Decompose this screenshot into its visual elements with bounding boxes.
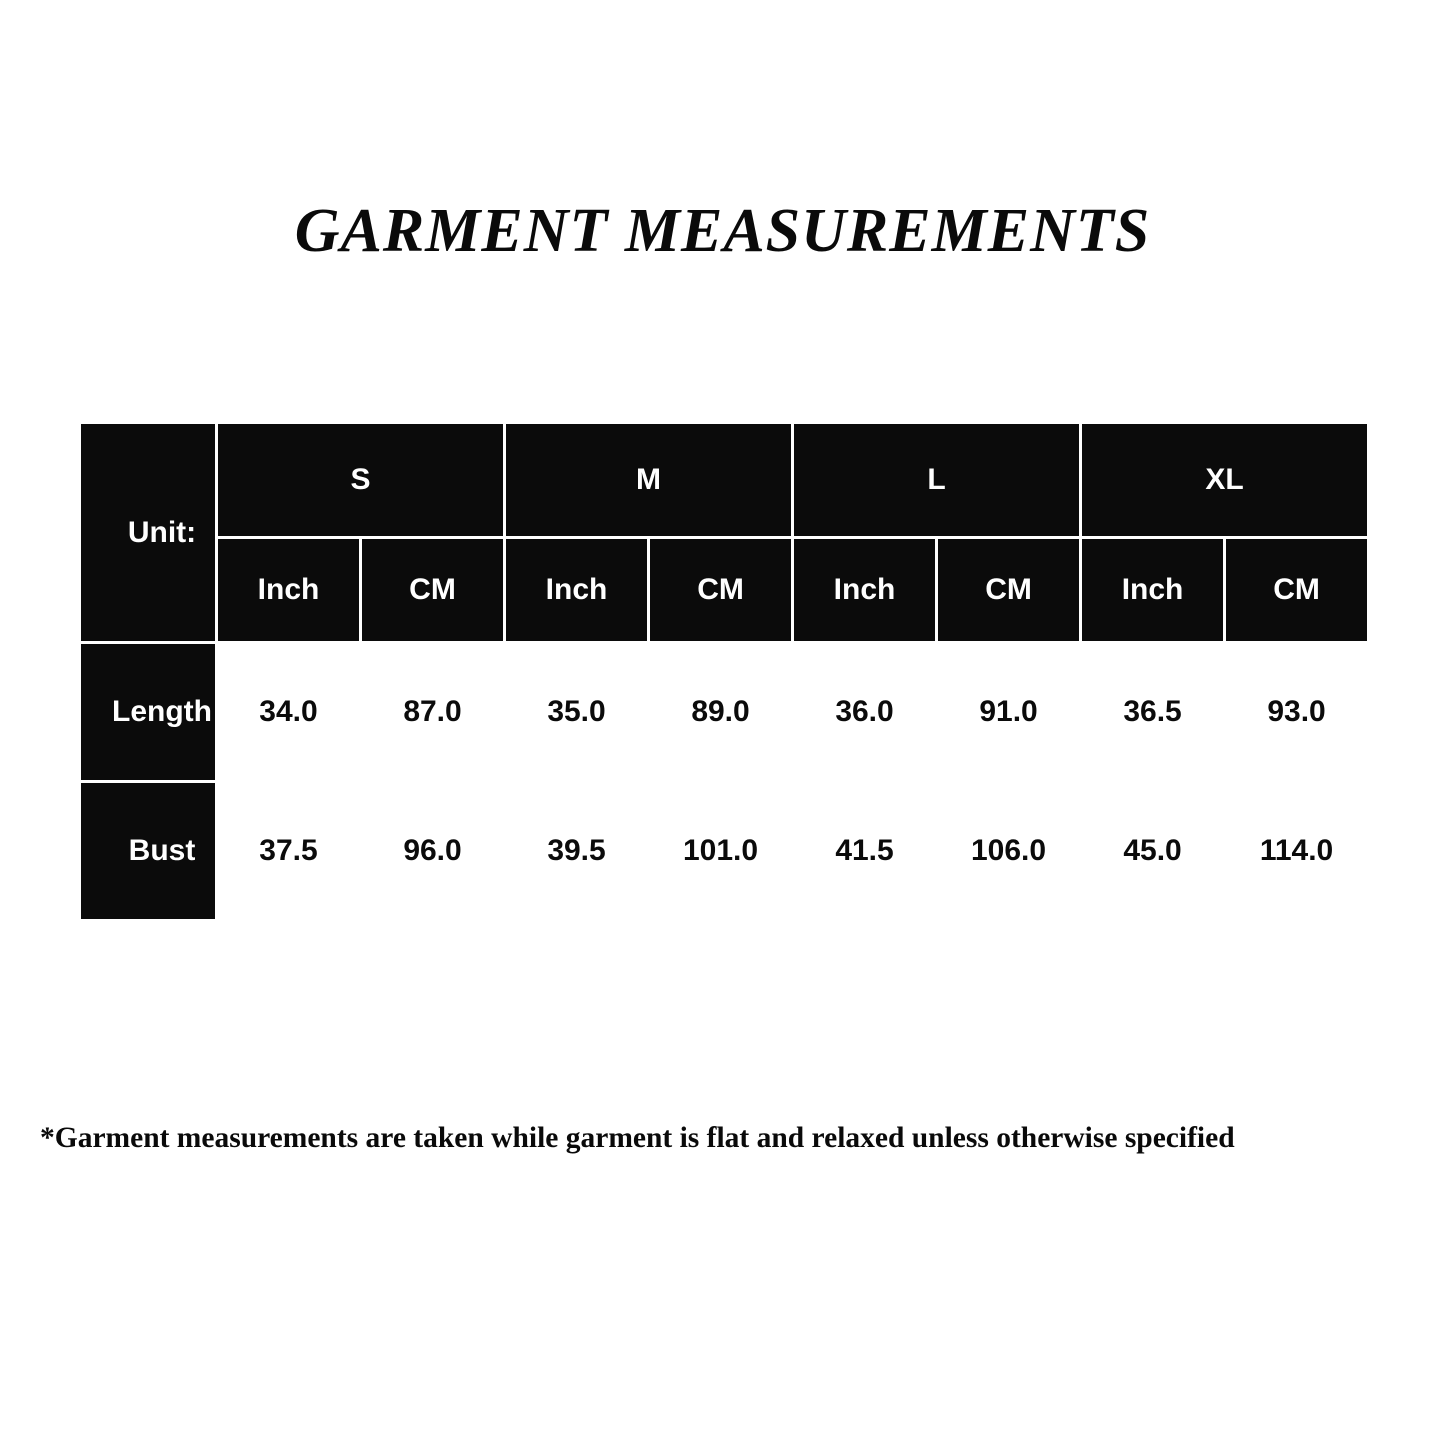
measurements-table <box>78 421 1370 922</box>
cell-bust-m-inch: 39.5 <box>505 782 649 921</box>
unit-header-m-cm: CM <box>649 538 793 643</box>
cell-bust-s-cm: 96.0 <box>361 782 505 921</box>
cell-bust-xl-inch: 45.0 <box>1081 782 1225 921</box>
row-label-length: Length <box>80 643 217 782</box>
cell-length-xl-cm: 93.0 <box>1225 643 1369 782</box>
unit-header-s-inch: Inch <box>217 538 361 643</box>
size-header-l: L <box>793 423 1081 538</box>
cell-bust-m-cm: 101.0 <box>649 782 793 921</box>
footnote-text: *Garment measurements are taken while garment is flat and relaxed unless otherwise specified <box>40 1122 1235 1154</box>
cell-length-l-cm: 91.0 <box>937 643 1081 782</box>
cell-length-s-inch: 34.0 <box>217 643 361 782</box>
unit-header-l-cm: CM <box>937 538 1081 643</box>
unit-header-m-inch: Inch <box>505 538 649 643</box>
cell-bust-xl-cm: 114.0 <box>1225 782 1369 921</box>
cell-bust-l-cm: 106.0 <box>937 782 1081 921</box>
row-label-bust: Bust <box>80 782 217 921</box>
size-header-m: M <box>505 423 793 538</box>
page-title: GARMENT MEASUREMENTS <box>294 197 1151 265</box>
cell-length-m-cm: 89.0 <box>649 643 793 782</box>
cell-length-s-cm: 87.0 <box>361 643 505 782</box>
unit-header-xl-cm: CM <box>1225 538 1369 643</box>
table-row-size-header <box>80 423 1369 538</box>
table-row <box>80 782 1369 921</box>
measurements-table-container <box>78 421 1368 922</box>
cell-length-m-inch: 35.0 <box>505 643 649 782</box>
unit-header-xl-inch: Inch <box>1081 538 1225 643</box>
unit-label-cell: Unit: <box>80 423 217 643</box>
cell-length-xl-inch: 36.5 <box>1081 643 1225 782</box>
cell-bust-s-inch: 37.5 <box>217 782 361 921</box>
unit-header-l-inch: Inch <box>793 538 937 643</box>
size-header-s: S <box>217 423 505 538</box>
table-row-unit-header <box>80 538 1369 643</box>
unit-header-s-cm: CM <box>361 538 505 643</box>
cell-length-l-inch: 36.0 <box>793 643 937 782</box>
size-header-xl: XL <box>1081 423 1369 538</box>
table-row <box>80 643 1369 782</box>
cell-bust-l-inch: 41.5 <box>793 782 937 921</box>
